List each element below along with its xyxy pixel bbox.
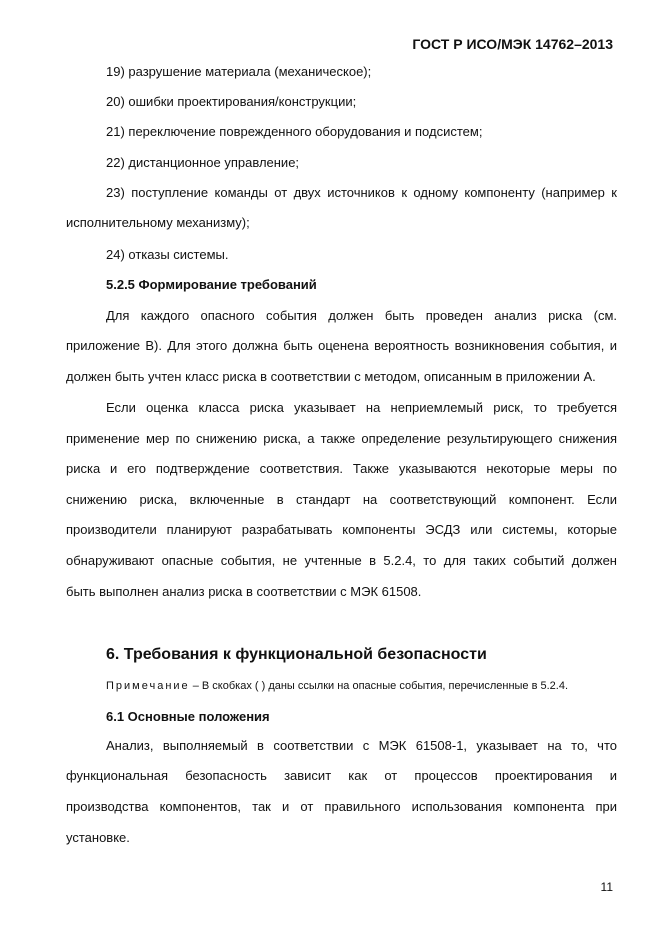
list-item-23-line1: 23) поступление команды от двух источников к одному компоненту (например к [106,185,617,200]
paragraph-line: производители планируют разрабатывать компоненты ЭСДЗ или системы, которые [66,522,617,537]
paragraph-line: приложение В). Для этого должна быть оценена вероятность возникновения события, и [66,338,617,353]
section-6-1-heading: 6.1 Основные положения [106,709,270,724]
list-item-19: 19) разрушение материала (механическое); [106,64,372,79]
paragraph-line: быть выполнен анализ риска в соответствии с МЭК 61508. [66,584,422,599]
paragraph-line: Если оценка класса риска указывает на неприемлемый риск, то требуется [106,400,617,415]
note [106,680,568,692]
paragraph-line: обнаруживают опасные события, не учтенные в 5.2.4, то для таких событий должен [66,553,617,568]
list-item-23-line2: исполнительному механизму); [66,215,250,230]
section-5-2-5-heading: 5.2.5 Формирование требований [106,277,317,292]
paragraph-line: производства компонентов, так и от правильного использования компонента при [66,799,617,814]
list-item-24: 24) отказы системы. [106,247,229,262]
paragraph-line: должен быть учтен класс риска в соответствии с методом, описанным в приложении А. [66,369,596,384]
paragraph-line: Анализ, выполняемый в соответствии с МЭК 61508-1, указывает на то, что [106,738,617,753]
list-item-22: 22) дистанционное управление; [106,155,300,170]
standard-header: ГОСТ Р ИСО/МЭК 14762–2013 [412,36,613,52]
paragraph-line: функциональная безопасность зависит как от процессов проектирования и [66,768,617,783]
list-item-20: 20) ошибки проектирования/конструкции; [106,94,357,109]
paragraph-line: установке. [66,830,130,845]
paragraph-line: Для каждого опасного события должен быть проведен анализ риска (см. [106,308,617,323]
note-label: Примечание [106,680,190,692]
list-item-21: 21) переключение поврежденного оборудования и подсистем; [106,124,483,139]
section-6-heading: 6. Требования к функциональной безопасности [106,646,487,663]
paragraph-line: снижению риска, включенные в стандарт на соответствующий компонент. Если [66,492,617,507]
paragraph-line: применение мер по снижению риска, а также определение результирующего снижения [66,431,617,446]
paragraph-line: риска и его подтверждение соответствия. Также указываются некоторые меры по [66,461,617,476]
page-number: 11 [600,880,613,894]
note-text: – В скобках ( ) даны ссылки на опасные события, перечисленные в 5.2.4. [189,680,569,692]
